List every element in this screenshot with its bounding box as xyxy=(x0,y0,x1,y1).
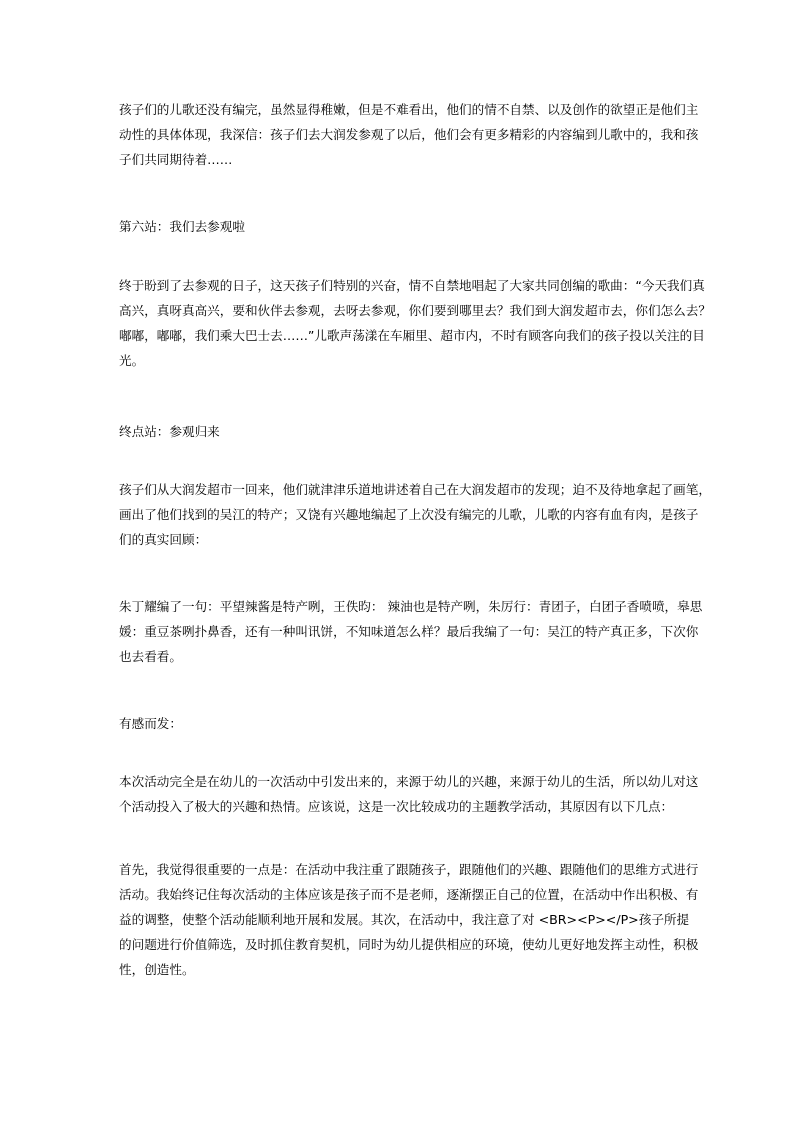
text-line: 光。 xyxy=(119,353,145,368)
text-line: 首先，我觉得很重要的一点是：在活动中我注重了跟随孩子，跟随他们的兴趣、跟随他们的思维方式进行 xyxy=(119,862,699,877)
text-line: 本次活动完全是在幼儿的一次活动中引发出来的，来源于幼儿的兴趣，来源于幼儿的生活，所以幼儿对这 xyxy=(119,774,699,789)
text-line: 动性的具体体现，我深信：孩子们去大润发参观了以后，他们会有更多精彩的内容编到儿歌中的，我和孩 xyxy=(119,127,699,142)
text-line: 活动。我始终记住每次活动的主体应该是孩子而不是老师，逐渐摆正自己的位置，在活动中作出积极、有 xyxy=(119,887,699,902)
text-line: 的问题进行价值筛选，及时抓住教育契机，同时为幼儿提供相应的环境，使幼儿更好地发挥主动性，积极 xyxy=(119,937,699,952)
text-line: 们的真实回顾： xyxy=(119,532,208,547)
text-line: 益的调整，使整个活动能顺利地开展和发展。其次，在活动中，我注意了对 <BR><P></P>孩子所提 xyxy=(119,912,690,927)
text-line: 嘟嘟，嘟嘟，我们乘大巴士去……”儿歌声荡漾在车厢里、超市内，不时有顾客向我们的孩子投以关注的目 xyxy=(119,328,705,343)
paragraph-return xyxy=(119,477,711,552)
text-line: 也去看看。 xyxy=(119,649,182,664)
text-line: 高兴，真呀真高兴，要和伙伴去参观，去呀去参观，你们要到哪里去？我们到大润发超市去，你们怎么去？ xyxy=(119,303,711,318)
paragraph-visit-day xyxy=(119,273,711,373)
text-line: 画出了他们找到的吴江的特产；又饶有兴趣地编起了上次没有编完的儿歌，儿歌的内容有血有肉，是孩子 xyxy=(119,507,699,522)
section-heading: 第六站：我们去参观啦 xyxy=(119,219,245,234)
paragraph-children-songs xyxy=(119,97,699,172)
text-line: 性，创造性。 xyxy=(119,962,195,977)
text-line: 终于盼到了去参观的日子，这天孩子们特别的兴奋，情不自禁地唱起了大家共同创编的歌曲：“今天我们真 xyxy=(119,278,705,293)
section-heading: 有感而发： xyxy=(119,716,182,731)
text-line: 孩子们的儿歌还没有编完，虽然显得稚嫩，但是不难看出，他们的情不自禁、以及创作的欲望正是他们主 xyxy=(119,102,699,117)
text-line: 孩子们从大润发超市一回来，他们就津津乐道地讲述着自己在大润发超市的发现；迫不及待地拿起了画笔， xyxy=(119,482,711,497)
paragraph-first-point xyxy=(119,857,699,982)
paragraph-song-lines xyxy=(119,594,703,669)
text-line: 朱丁耀编了一句：平望辣酱是特产咧，王佚昀： 辣油也是特产咧，朱厉行：青团子，白团子香喷喷，皋思 xyxy=(119,599,703,614)
text-line: 子们共同期待着…… xyxy=(119,152,233,167)
text-line: 媛：重豆茶咧扑鼻香，还有一种叫讯饼，不知味道怎么样？最后我编了一句：吴江的特产真正多，下次你 xyxy=(119,624,699,639)
paragraph-reflection xyxy=(119,769,699,819)
section-heading: 终点站：参观归来 xyxy=(119,424,220,439)
text-line: 个活动投入了极大的兴趣和热情。应该说，这是一次比较成功的主题教学活动，其原因有以下几点： xyxy=(119,799,674,814)
